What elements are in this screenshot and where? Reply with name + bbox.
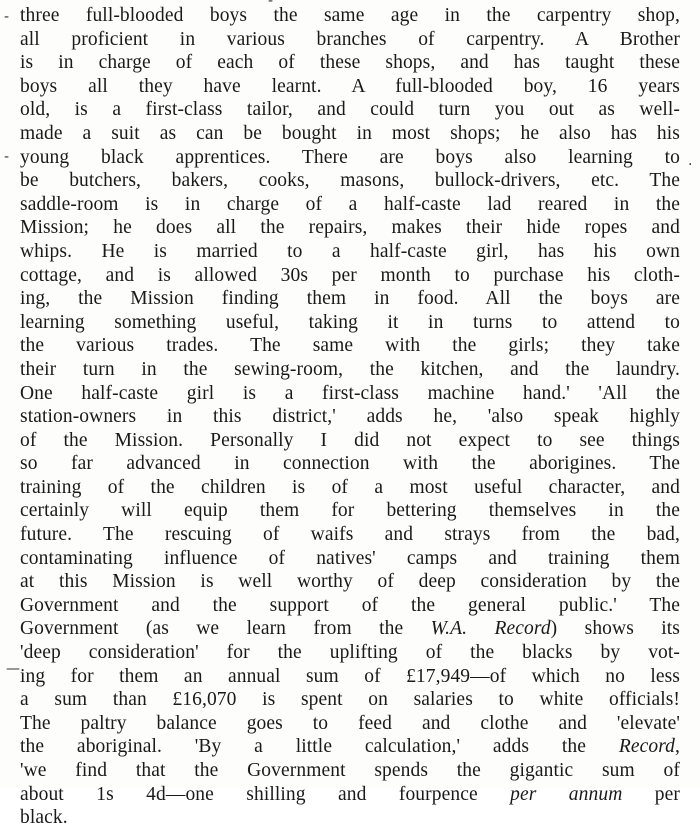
text-line: saddle-room is in charge of a half-caste lad reared in the [20, 193, 680, 215]
text-line: Government and the support of the general public.' The [20, 594, 680, 616]
text-line [20, 617, 680, 641]
text-segment: , [675, 736, 680, 758]
text-line: so far advanced in connection with the aborigines. The [20, 453, 680, 475]
text-segment: the aboriginal. 'By a little calculation,' adds the [20, 736, 619, 758]
text-line: at this Mission is well worthy of deep consideration by the [20, 571, 680, 593]
italic-phrase: per annum [510, 783, 623, 805]
text-segment: Government (as we learn from the [20, 618, 431, 640]
left-margin-mark: - [4, 9, 10, 25]
italic-title: W.A. Record [430, 618, 551, 640]
italic-title: Record [618, 736, 676, 758]
text-line: boys all they have learnt. A full-blooded boy, 16 years [20, 75, 680, 97]
text-line [20, 735, 680, 759]
left-margin-mark: — [6, 661, 20, 677]
text-line: contaminating influence of natives' camps and training them [20, 547, 680, 569]
text-line: be butchers, bakers, cooks, masons, bullock-drivers, etc. The [20, 170, 680, 192]
text-line: 'deep consideration' for the uplifting of the blacks by vot- [20, 642, 680, 664]
text-line: black. [20, 807, 68, 829]
text-line: Mission; he does all the repairs, makes their hide ropes and [20, 217, 680, 239]
text-line: young black apprentices. There are boys also learning to [20, 146, 680, 168]
text-line: station-owners in this district,' adds he, 'also speak highly [20, 406, 680, 428]
text-line: learning something useful, taking it in turns to attend to [20, 311, 680, 333]
text-line: One half-caste girl is a first-class machine hand.' 'All the [20, 382, 680, 404]
left-margin-mark: - [4, 149, 10, 165]
text-line: of the Mission. Personally I did not expect to see things [20, 429, 680, 451]
text-line: a sum than £16,070 is spent on salaries to white officials! [20, 689, 680, 711]
text-line: the various trades. The same with the girls; they take [20, 335, 680, 357]
text-segment: about 1s 4d—one shilling and fourpence [20, 783, 511, 805]
text-line: The paltry balance goes to feed and clothe and 'elevate' [20, 712, 680, 734]
article-text-column [20, 4, 680, 830]
text-line: cottage, and is allowed 30s per month to purchase his cloth- [20, 264, 680, 286]
text-line: 'we find that the Government spends the gigantic sum of [20, 760, 680, 781]
text-line: certainly will equip them for bettering themselves in the [20, 500, 680, 522]
text-line: their turn in the sewing-room, the kitchen, and the laundry. [20, 358, 680, 380]
text-line: three full-blooded boys the same age in the carpentry shop, [20, 5, 680, 26]
text-line [20, 783, 680, 807]
text-line: ing for them an annual sum of £17,949—of which no less [20, 665, 680, 687]
text-line: ing, the Mission finding them in food. All the boys are [20, 288, 680, 310]
right-margin-dot: · [688, 157, 693, 173]
text-line: training of the children is of a most useful character, and [20, 476, 680, 498]
text-line: whips. He is married to a half-caste girl, has his own [20, 240, 680, 262]
text-line: future. The rescuing of waifs and strays from the bad, [20, 524, 680, 546]
text-segment: ) shows its [550, 618, 680, 640]
top-dash-mark: - [268, 0, 274, 9]
text-line: made a suit as can be bought in most shops; he also has his [20, 122, 680, 144]
text-segment: per [622, 783, 680, 805]
text-line: old, is a first-class tailor, and could turn you out as well- [20, 99, 680, 121]
text-line: all proficient in various branches of carpentry. A Brother [20, 28, 680, 50]
text-line: is in charge of each of these shops, and has taught these [20, 52, 680, 74]
